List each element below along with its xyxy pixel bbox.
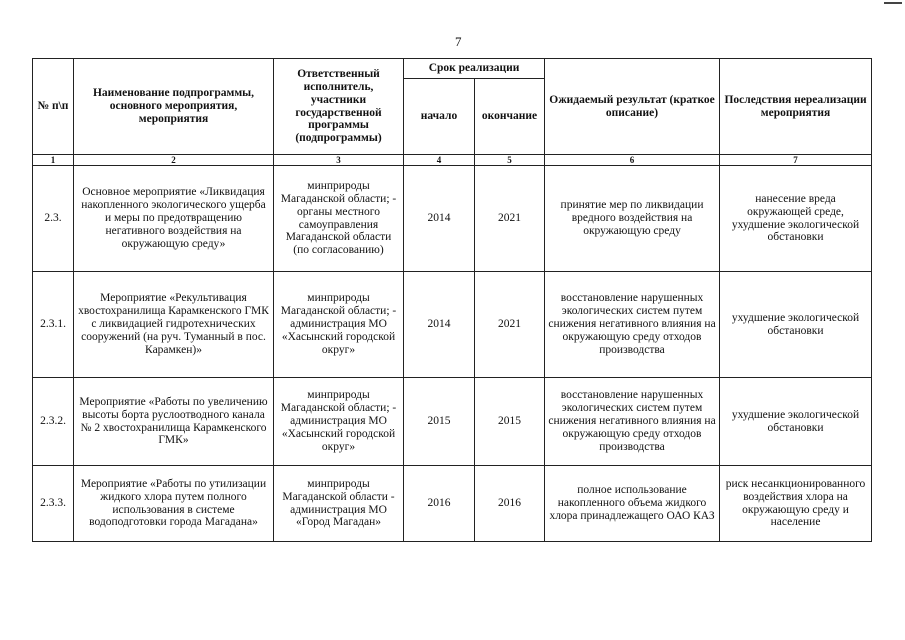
header-consequences: Последствия нереализации мероприятия bbox=[720, 59, 872, 155]
row-consequences: ухудшение экологической обстановки bbox=[720, 272, 872, 378]
row-consequences: риск несанкционированного воздействия хлора на окружающую среду и население bbox=[720, 466, 872, 542]
header-end: окончание bbox=[475, 79, 545, 155]
header-num: № п\п bbox=[33, 59, 74, 155]
table-row bbox=[33, 272, 872, 378]
row-end: 2021 bbox=[475, 272, 545, 378]
table-row bbox=[33, 466, 872, 542]
row-end: 2016 bbox=[475, 466, 545, 542]
header-responsible: Ответственный исполнитель, участники государственной программы (подпрограммы) bbox=[274, 59, 404, 155]
header-start: начало bbox=[404, 79, 475, 155]
column-number: 3 bbox=[274, 155, 404, 166]
row-result: полное использование накопленного объема жидкого хлора принадлежащего ОАО КАЗ bbox=[545, 466, 720, 542]
row-start: 2014 bbox=[404, 272, 475, 378]
column-number: 7 bbox=[720, 155, 872, 166]
row-num: 2.3. bbox=[33, 166, 74, 272]
header-row-1 bbox=[33, 59, 872, 79]
column-number-row bbox=[33, 155, 872, 166]
row-name: Мероприятие «Работы по увеличению высоты борта руслоотводного канала № 2 хвостохранилища Карамкенского ГМК» bbox=[74, 378, 274, 466]
row-responsible: минприроды Магаданской области; - администрация МО «Хасынский городской округ» bbox=[274, 378, 404, 466]
header-period: Срок реализации bbox=[404, 59, 545, 79]
row-result: восстановление нарушенных экологических систем путем снижения негативного влияния на окружающую среду отходов производства bbox=[545, 272, 720, 378]
column-number: 6 bbox=[545, 155, 720, 166]
row-end: 2021 bbox=[475, 166, 545, 272]
row-name: Основное мероприятие «Ликвидация накопленного экологического ущерба и меры по предотвращению негативного воздействия на окружающую среду» bbox=[74, 166, 274, 272]
row-consequences: нанесение вреда окружающей среде, ухудшение экологической обстановки bbox=[720, 166, 872, 272]
header-result: Ожидаемый результат (краткое описание) bbox=[545, 59, 720, 155]
header-name: Наименование подпрограммы, основного мероприятия, мероприятия bbox=[74, 59, 274, 155]
table-row bbox=[33, 378, 872, 466]
program-table bbox=[32, 58, 872, 542]
row-num: 2.3.3. bbox=[33, 466, 74, 542]
row-consequences: ухудшение экологической обстановки bbox=[720, 378, 872, 466]
row-num: 2.3.1. bbox=[33, 272, 74, 378]
row-responsible: минприроды Магаданской области; - администрация МО «Хасынский городской округ» bbox=[274, 272, 404, 378]
column-number: 4 bbox=[404, 155, 475, 166]
row-responsible: минприроды Магаданской области - администрация МО «Город Магадан» bbox=[274, 466, 404, 542]
row-start: 2015 bbox=[404, 378, 475, 466]
column-number: 5 bbox=[475, 155, 545, 166]
row-end: 2015 bbox=[475, 378, 545, 466]
row-num: 2.3.2. bbox=[33, 378, 74, 466]
row-name: Мероприятие «Работы по утилизации жидкого хлора путем полного использования в системе водоподготовки города Магадана» bbox=[74, 466, 274, 542]
column-number: 1 bbox=[33, 155, 74, 166]
row-name: Мероприятие «Рекультивация хвостохранилища Карамкенского ГМК с ликвидацией гидротехнических сооружений (на руч. Туманный в пос. Карамкен)» bbox=[74, 272, 274, 378]
row-result: восстановление нарушенных экологических систем путем снижения негативного влияния на окружающую среду отходов производства bbox=[545, 378, 720, 466]
scan-mark bbox=[884, 2, 902, 4]
row-start: 2014 bbox=[404, 166, 475, 272]
page-number: 7 bbox=[455, 34, 462, 49]
table-row bbox=[33, 166, 872, 272]
column-number: 2 bbox=[74, 155, 274, 166]
row-responsible: минприроды Магаданской области; - органы местного самоуправления Магаданской области (по согласованию) bbox=[274, 166, 404, 272]
row-start: 2016 bbox=[404, 466, 475, 542]
row-result: принятие мер по ликвидации вредного воздействия на окружающую среду bbox=[545, 166, 720, 272]
